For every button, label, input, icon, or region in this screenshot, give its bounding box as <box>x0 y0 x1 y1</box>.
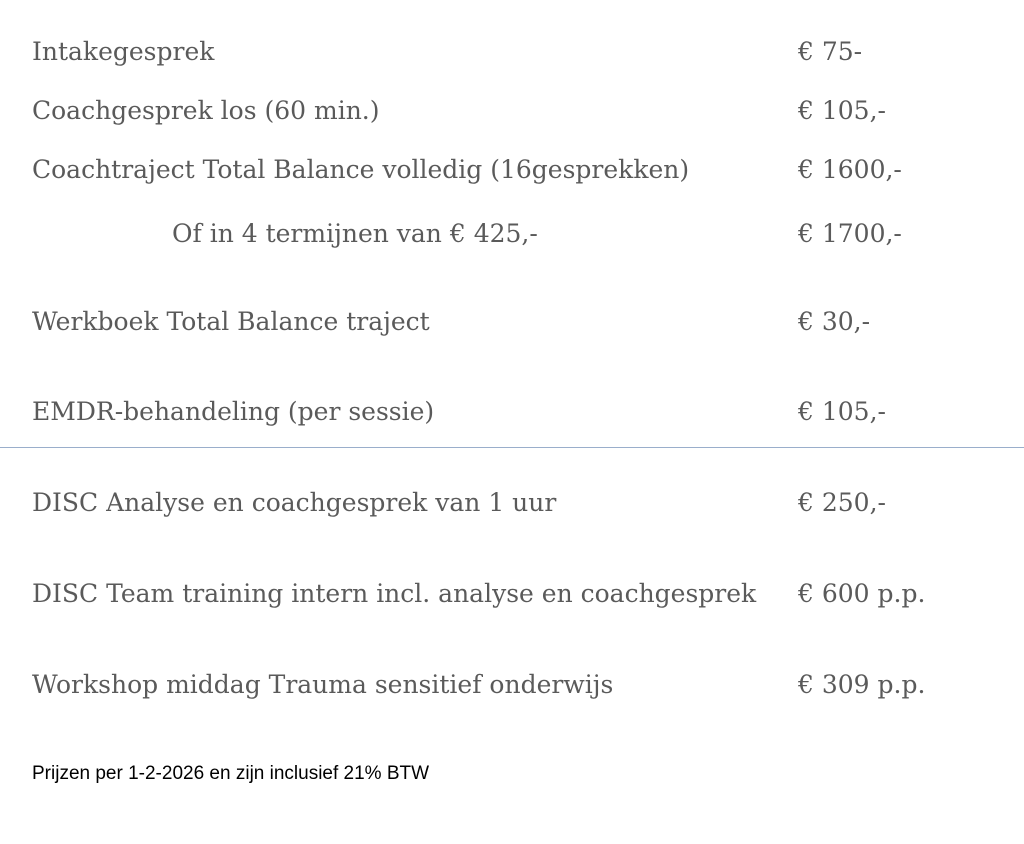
price-row-workshop <box>0 665 1024 705</box>
service-price: € 105,- <box>798 96 886 125</box>
price-footnote: Prijzen per 1-2-2026 en zijn inclusief 21% BTW <box>32 763 430 784</box>
service-price: € 105,- <box>798 397 886 426</box>
price-row-coachtraject-volledig <box>0 150 1024 190</box>
service-price: € 1700,- <box>798 219 902 248</box>
service-price: € 600 p.p. <box>798 579 926 608</box>
service-label: Workshop middag Trauma sensitief onderwijs <box>32 670 614 699</box>
price-row-coachgesprek-los <box>0 91 1024 131</box>
service-label: Coachtraject Total Balance volledig (16gesprekken) <box>32 155 690 184</box>
service-label: DISC Team training intern incl. analyse en coachgesprek <box>32 579 757 608</box>
price-row-disc-analyse <box>0 483 1024 523</box>
service-label: Intakegesprek <box>32 37 215 66</box>
price-row-werkboek <box>0 302 1024 342</box>
service-price: € 309 p.p. <box>798 670 926 699</box>
service-label: DISC Analyse en coachgesprek van 1 uur <box>32 488 557 517</box>
service-price: € 250,- <box>798 488 886 517</box>
service-price: € 75- <box>798 37 863 66</box>
price-row-intakegesprek <box>0 32 1024 72</box>
service-label: Werkboek Total Balance traject <box>32 307 430 336</box>
section-divider <box>0 447 1024 448</box>
price-row-disc-team <box>0 574 1024 614</box>
service-label: EMDR-behandeling (per sessie) <box>32 397 435 426</box>
price-row-emdr <box>0 392 1024 432</box>
service-price: € 1600,- <box>798 155 902 184</box>
service-label: Coachgesprek los (60 min.) <box>32 96 380 125</box>
service-price: € 30,- <box>798 307 871 336</box>
service-label: Of in 4 termijnen van € 425,- <box>172 219 538 248</box>
price-row-termijnen <box>0 214 1024 254</box>
